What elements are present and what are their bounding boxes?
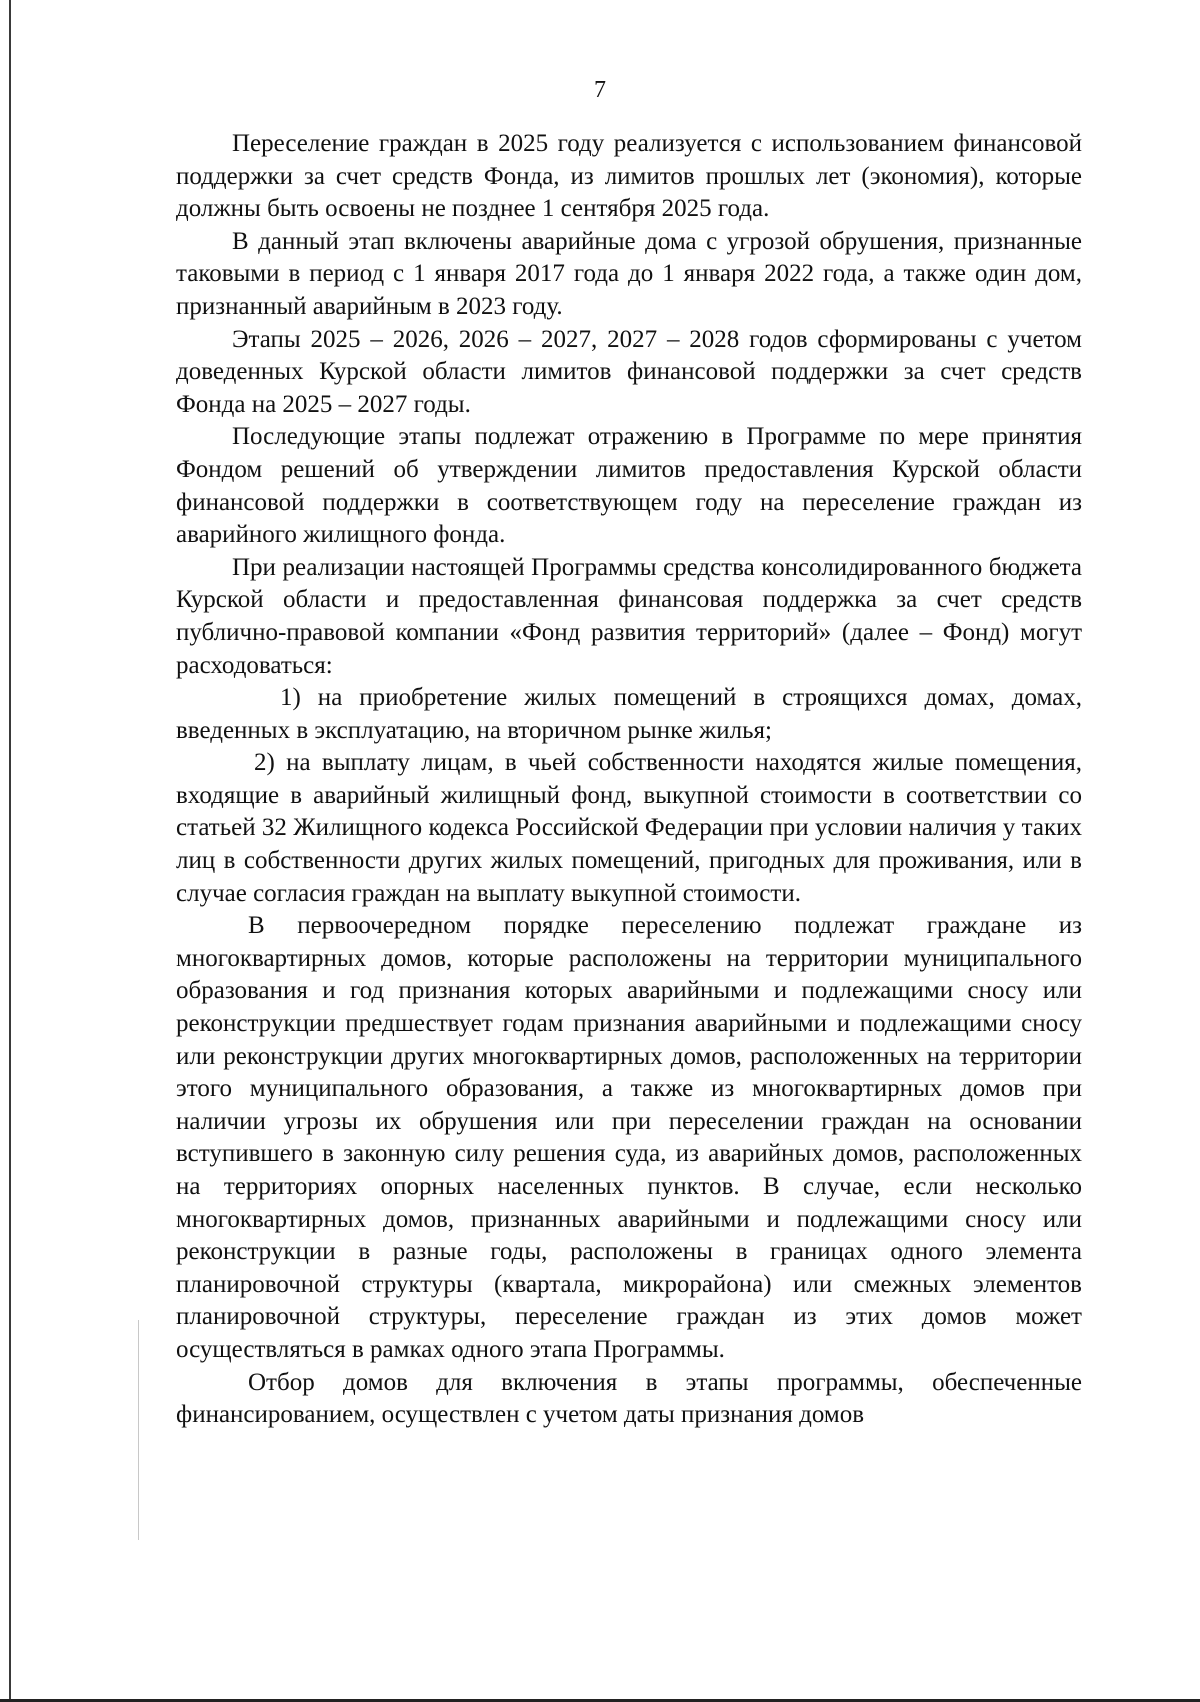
list-item-1: 1) на приобретение жилых помещений в строящихся домах, домах, введенных в эксплуатацию, на вторичном рынке жилья; <box>176 684 1082 744</box>
page-number: 7 <box>594 77 606 103</box>
scan-mark <box>138 1320 139 1540</box>
scan-edge-left <box>9 0 11 1702</box>
paragraph-7: Отбор домов для включения в этапы программы, обеспеченные финансированием, осуществлен с учетом даты признания домов <box>176 1368 1082 1429</box>
list-item-2: 2) на выплату лицам, в чьей собственности находятся жилые помещения, входящие в аварийный жилищный фонд, выкупной стоимости в соответствии со статьей 32 Жилищного кодекса Российской Федерации при условии наличия у таких лиц в собственности других жилых помещений, пригодных для проживания, или в случае согласия граждан на выплату выкупной стоимости. <box>176 749 1082 907</box>
paragraph-2: В данный этап включены аварийные дома с угрозой обрушения, признанные таковыми в период с 1 января 2017 года до 1 января 2022 года, а также один дом, признанный аварийным в 2023 году. <box>176 227 1082 320</box>
paragraph-5: При реализации настоящей Программы средства консолидированного бюджета Курской области и предоставленная финансовая поддержка за счет средств публично-правовой компании «Фонд развития территорий» (далее – Фонд) могут расходоваться: <box>176 553 1082 679</box>
paragraph-4: Последующие этапы подлежат отражению в Программе по мере принятия Фондом решений об утверждении лимитов предоставления Курской области финансовой поддержки в соответствующем году на переселение граждан из аварийного жилищного фонда. <box>176 423 1082 549</box>
paragraph-6: В первоочередном порядке переселению подлежат граждане из многоквартирных домов, которые расположены на территории муниципального образования и год признания которых аварийными и подлежащими сносу или реконструкции предшествует годам признания аварийными и подлежащими сносу или реконструкции других многоквартирных домов, расположенных на территории этого муниципального образования, а также из многоквартирных домов при наличии угрозы их обрушения или при переселении граждан на основании вступившего в законную силу решения суда, из аварийных домов, расположенных на территориях опорных населенных пунктов. В случае, если несколько многоквартирных домов, признанных аварийными и подлежащими сносу или реконструкции в разные годы, расположены в границах одного элемента планировочной структуры (квартала, микрорайона) или смежных элементов планировочной структуры, переселение граждан из этих домов может осуществляться в рамках одного этапа Программы. <box>176 912 1082 1363</box>
paragraph-1: Переселение граждан в 2025 году реализуется с использованием финансовой поддержки за счет средств Фонда, из лимитов прошлых лет (экономия), которые должны быть освоены не позднее 1 сентября 2025 года. <box>176 130 1082 223</box>
body-text <box>176 128 1082 1432</box>
paragraph-3: Этапы 2025 – 2026, 2026 – 2027, 2027 – 2028 годов сформированы с учетом доведенных Курской области лимитов финансовой поддержки за счет средств Фонда на 2025 – 2027 годы. <box>176 325 1082 418</box>
